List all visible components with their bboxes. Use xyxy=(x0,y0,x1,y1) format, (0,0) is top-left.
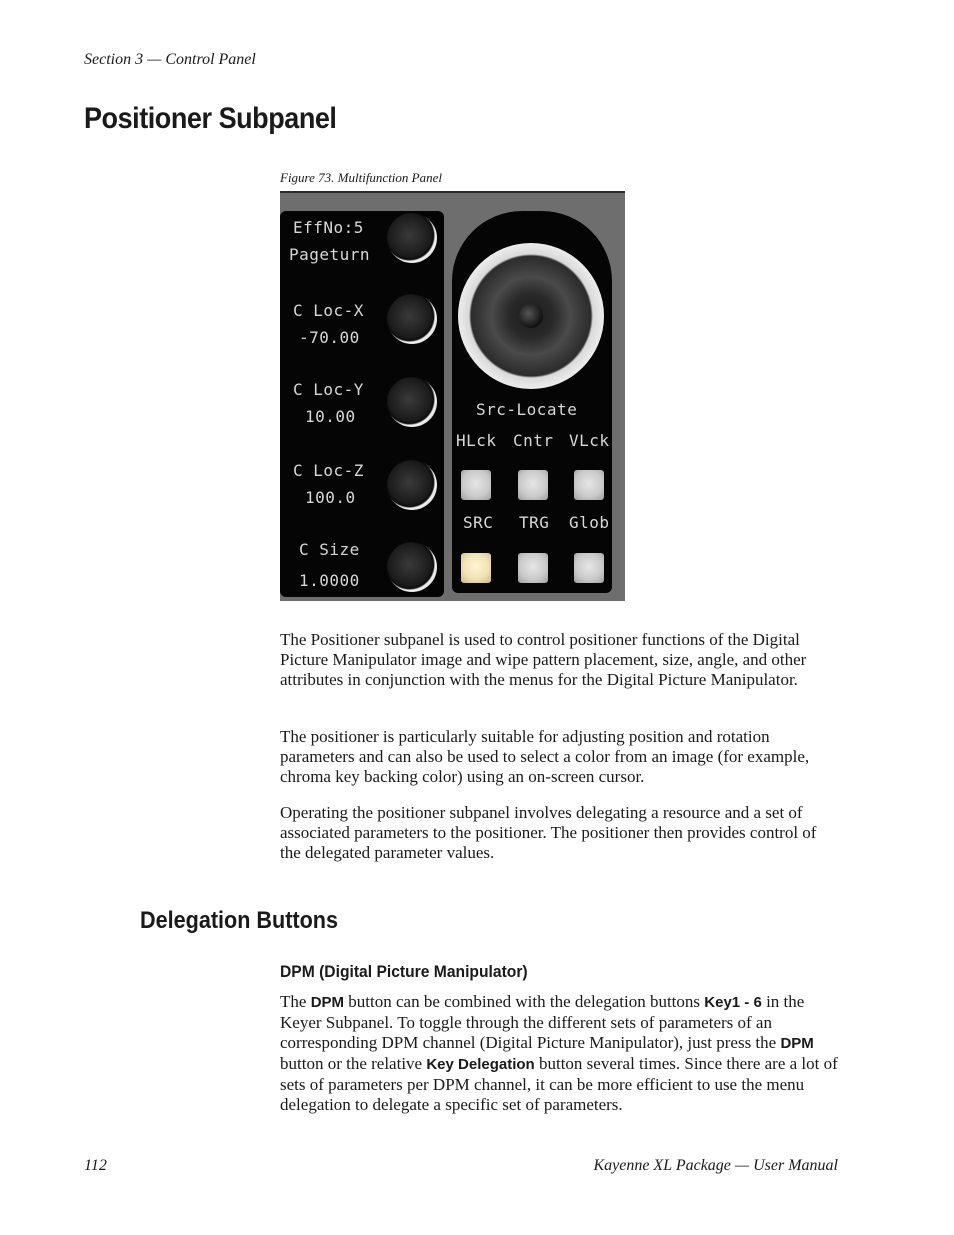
body-paragraph: The positioner is particularly suitable for adjusting position and rotation parameters and can also be used to select a color from an image (for example, chroma key backing color) using an on-screen cursor. xyxy=(280,727,810,786)
body-paragraph: Operating the positioner subpanel involves delegating a resource and a set of associated parameters to the positioner. The positioner then provides control of the delegated parameter values. xyxy=(280,803,817,862)
glob-button[interactable] xyxy=(574,553,604,583)
lcd-label: EffNo:5 xyxy=(293,218,364,237)
page-title: Positioner Subpanel xyxy=(84,102,337,135)
manual-title: Kayenne XL Package — User Manual xyxy=(593,1157,838,1174)
figure-caption: Figure 73. Multifunction Panel xyxy=(280,170,442,185)
multifunction-panel-figure xyxy=(280,191,625,601)
running-head: Section 3 — Control Panel xyxy=(84,51,256,68)
lcd-value: 1.0000 xyxy=(299,571,360,590)
lcd-value: Pageturn xyxy=(289,245,371,264)
cntr-button[interactable] xyxy=(518,470,548,500)
keyword: DPM xyxy=(310,994,345,1011)
subsection-heading: DPM (Digital Picture Manipulator) xyxy=(280,962,528,981)
text-run: button several times. Since there are a lot of sets of parameters per DPM channel, it can be more efficient to use the menu delegation to delegate a specific set of parameters. xyxy=(280,1054,838,1114)
text-run: in the Keyer Subpanel. To toggle through the different sets of parameters of an corresponding DPM channel (Digital Picture Manipulator), just press the xyxy=(280,992,805,1052)
src-locate-label: Src-Locate xyxy=(476,400,578,419)
keyword: Key1 - 6 xyxy=(704,994,762,1011)
button-label: HLck xyxy=(456,431,497,450)
rotary-knob-3[interactable] xyxy=(387,377,437,427)
vlck-button[interactable] xyxy=(574,470,604,500)
lcd-value: 100.0 xyxy=(305,488,356,507)
dpm-paragraph xyxy=(280,992,840,1115)
lcd-knob-column xyxy=(280,211,444,597)
section-heading: Delegation Buttons xyxy=(140,907,338,934)
positioner-column xyxy=(452,211,612,593)
page-number: 112 xyxy=(84,1157,107,1174)
text-run: button can be combined with the delegation buttons xyxy=(344,992,705,1011)
joystick-cap xyxy=(519,304,543,328)
hlck-button[interactable] xyxy=(461,470,491,500)
button-label: TRG xyxy=(519,513,550,532)
rotary-knob-2[interactable] xyxy=(387,294,437,344)
keyword: DPM xyxy=(780,1035,814,1052)
positioner-joystick[interactable] xyxy=(458,243,604,389)
text-run: button or the relative xyxy=(280,1054,427,1073)
trg-button[interactable] xyxy=(518,553,548,583)
text-run: The xyxy=(280,992,311,1011)
lcd-value: 10.00 xyxy=(305,407,356,426)
button-label: Glob xyxy=(569,513,610,532)
src-button[interactable] xyxy=(461,553,491,583)
rotary-knob-1[interactable] xyxy=(387,213,437,263)
lcd-label: C Loc-Z xyxy=(293,461,364,480)
lcd-label: C Loc-X xyxy=(293,301,364,320)
button-label: SRC xyxy=(463,513,494,532)
keyword: Key Delegation xyxy=(426,1056,535,1073)
rotary-knob-5[interactable] xyxy=(387,542,437,592)
button-label: VLck xyxy=(569,431,610,450)
button-label: Cntr xyxy=(513,431,554,450)
lcd-label: C Size xyxy=(299,540,360,559)
lcd-value: -70.00 xyxy=(299,328,360,347)
body-paragraph: The Positioner subpanel is used to control positioner functions of the Digital Picture Manipulator image and wipe pattern placement, size, angle, and other attributes in conjunction with the menus for the Digital Picture Manipulator. xyxy=(280,630,807,689)
rotary-knob-4[interactable] xyxy=(387,460,437,510)
lcd-label: C Loc-Y xyxy=(293,380,364,399)
